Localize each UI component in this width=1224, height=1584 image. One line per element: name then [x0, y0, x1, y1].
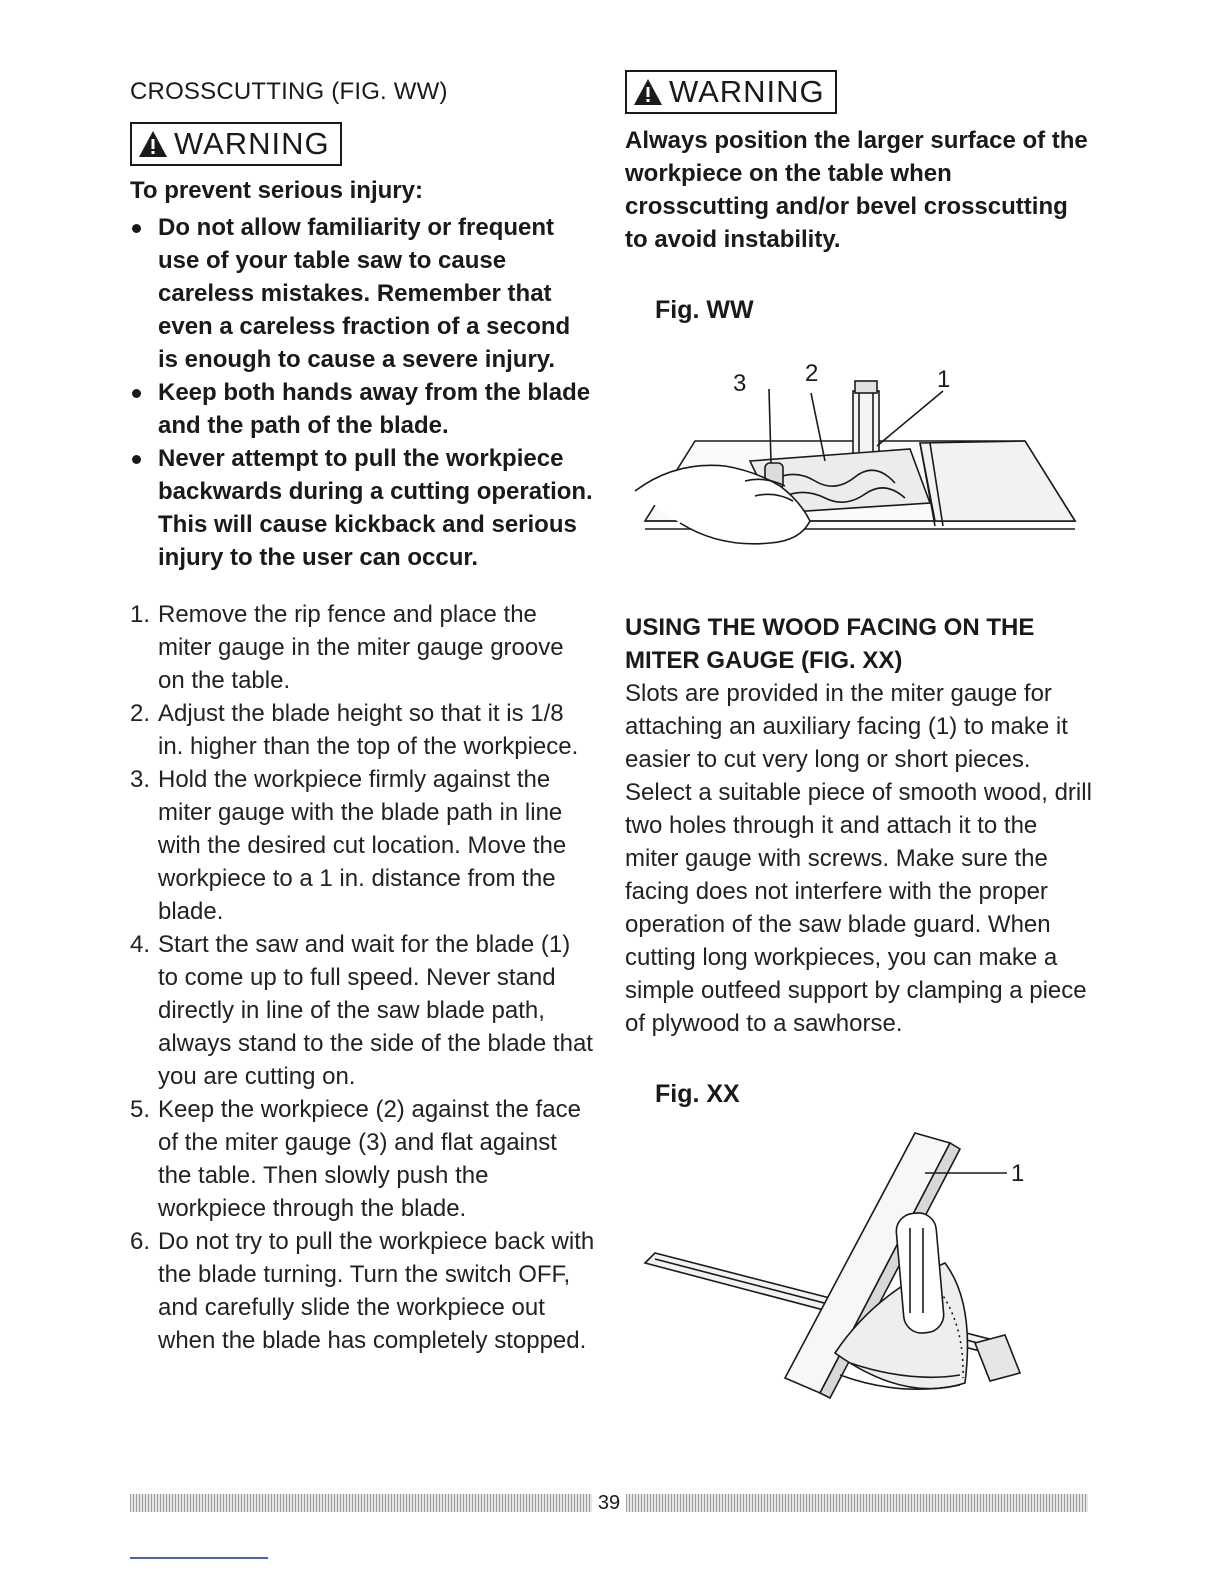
section-heading-crosscutting: CROSSCUTTING (FIG. WW) [130, 78, 448, 105]
crosscutting-steps-list [130, 598, 595, 1357]
warning-bullet-list [130, 211, 595, 574]
figure-ww-crosscut-illustration [625, 331, 1085, 581]
page-number: 39 [597, 1491, 621, 1514]
step-item: 1. Remove the rip fence and place the miter gauge in the miter gauge groove on the table. [130, 601, 564, 694]
warning-text: Always position the larger surface of the workpiece on the table when crosscutting and/or bevel crosscutting to avoid instability. [625, 127, 1088, 253]
figure-ww-callout-2: 2 [805, 360, 819, 387]
warning-bullet: Do not allow familiarity or frequent use of your table saw to cause careless mistakes. Remember that even a careless fraction of a second is enough to cause a severe injury. [130, 211, 595, 376]
warning-label: WARNING [669, 74, 825, 109]
warning-bullet: Never attempt to pull the workpiece backwards during a cutting operation. This will cause kickback and serious injury to the user can occur. [130, 442, 595, 574]
figure-ww-callout-3: 3 [733, 370, 747, 397]
warning-triangle-icon [138, 130, 168, 158]
section-heading-wood-facing: USING THE WOOD FACING ON THE MITER GAUGE (FIG. XX) [625, 614, 1035, 674]
page-footer [130, 1492, 1088, 1514]
bullet-icon [132, 389, 141, 398]
figure-ww-callout-1: 1 [937, 366, 951, 393]
bullet-icon [132, 224, 141, 233]
footer-rule-left [130, 1494, 592, 1512]
step-item: 2. Adjust the blade height so that it is 1/8 in. higher than the top of the workpiece. [130, 700, 579, 760]
figure-xx-callout-1: 1 [1011, 1160, 1025, 1187]
wood-facing-paragraph: Slots are provided in the miter gauge for attaching an auxiliary facing (1) to make it easier to cut very long or short pieces. Select a suitable piece of smooth wood, drill two holes through it and attach it to the miter gauge with screws. Make sure the facing does not interfere with the proper operation of the saw blade guard. When cutting long workpieces, you can make a simple outfeed support by clamping a piece of plywood to a sawhorse. [625, 680, 1092, 1037]
figure-label-xx: Fig. XX [655, 1080, 740, 1108]
warning-box [130, 122, 342, 166]
warning-intro: To prevent serious injury: [130, 177, 423, 204]
figure-xx-miter-gauge-illustration [625, 1113, 1085, 1413]
step-item: 3. Hold the workpiece firmly against the miter gauge with the blade path in line with the desired cut location. Move the workpiece to a 1 in. distance from the blade. [130, 766, 567, 925]
warning-bullet: Keep both hands away from the blade and the path of the blade. [130, 376, 595, 442]
step-item: 4. Start the saw and wait for the blade (1) to come up to full speed. Never stand directly in line of the saw blade path, always stand to the side of the blade that you are cutting on. [130, 931, 593, 1090]
step-item: 6. Do not try to pull the workpiece back with the blade turning. Turn the switch OFF, and carefully slide the workpiece out when the blade has completely stopped. [130, 1228, 595, 1354]
right-column [625, 70, 1095, 1413]
warning-box [625, 70, 837, 114]
warning-triangle-icon [633, 78, 663, 106]
warning-label: WARNING [174, 126, 330, 161]
figure-label-ww: Fig. WW [655, 296, 754, 324]
footer-rule-right [626, 1494, 1088, 1512]
step-item: 5. Keep the workpiece (2) against the face of the miter gauge (3) and flat against the table. Then slowly push the workpiece through the blade. [130, 1096, 581, 1222]
left-column [130, 70, 595, 1357]
bottom-accent-line [130, 1557, 268, 1559]
bullet-icon [132, 455, 141, 464]
